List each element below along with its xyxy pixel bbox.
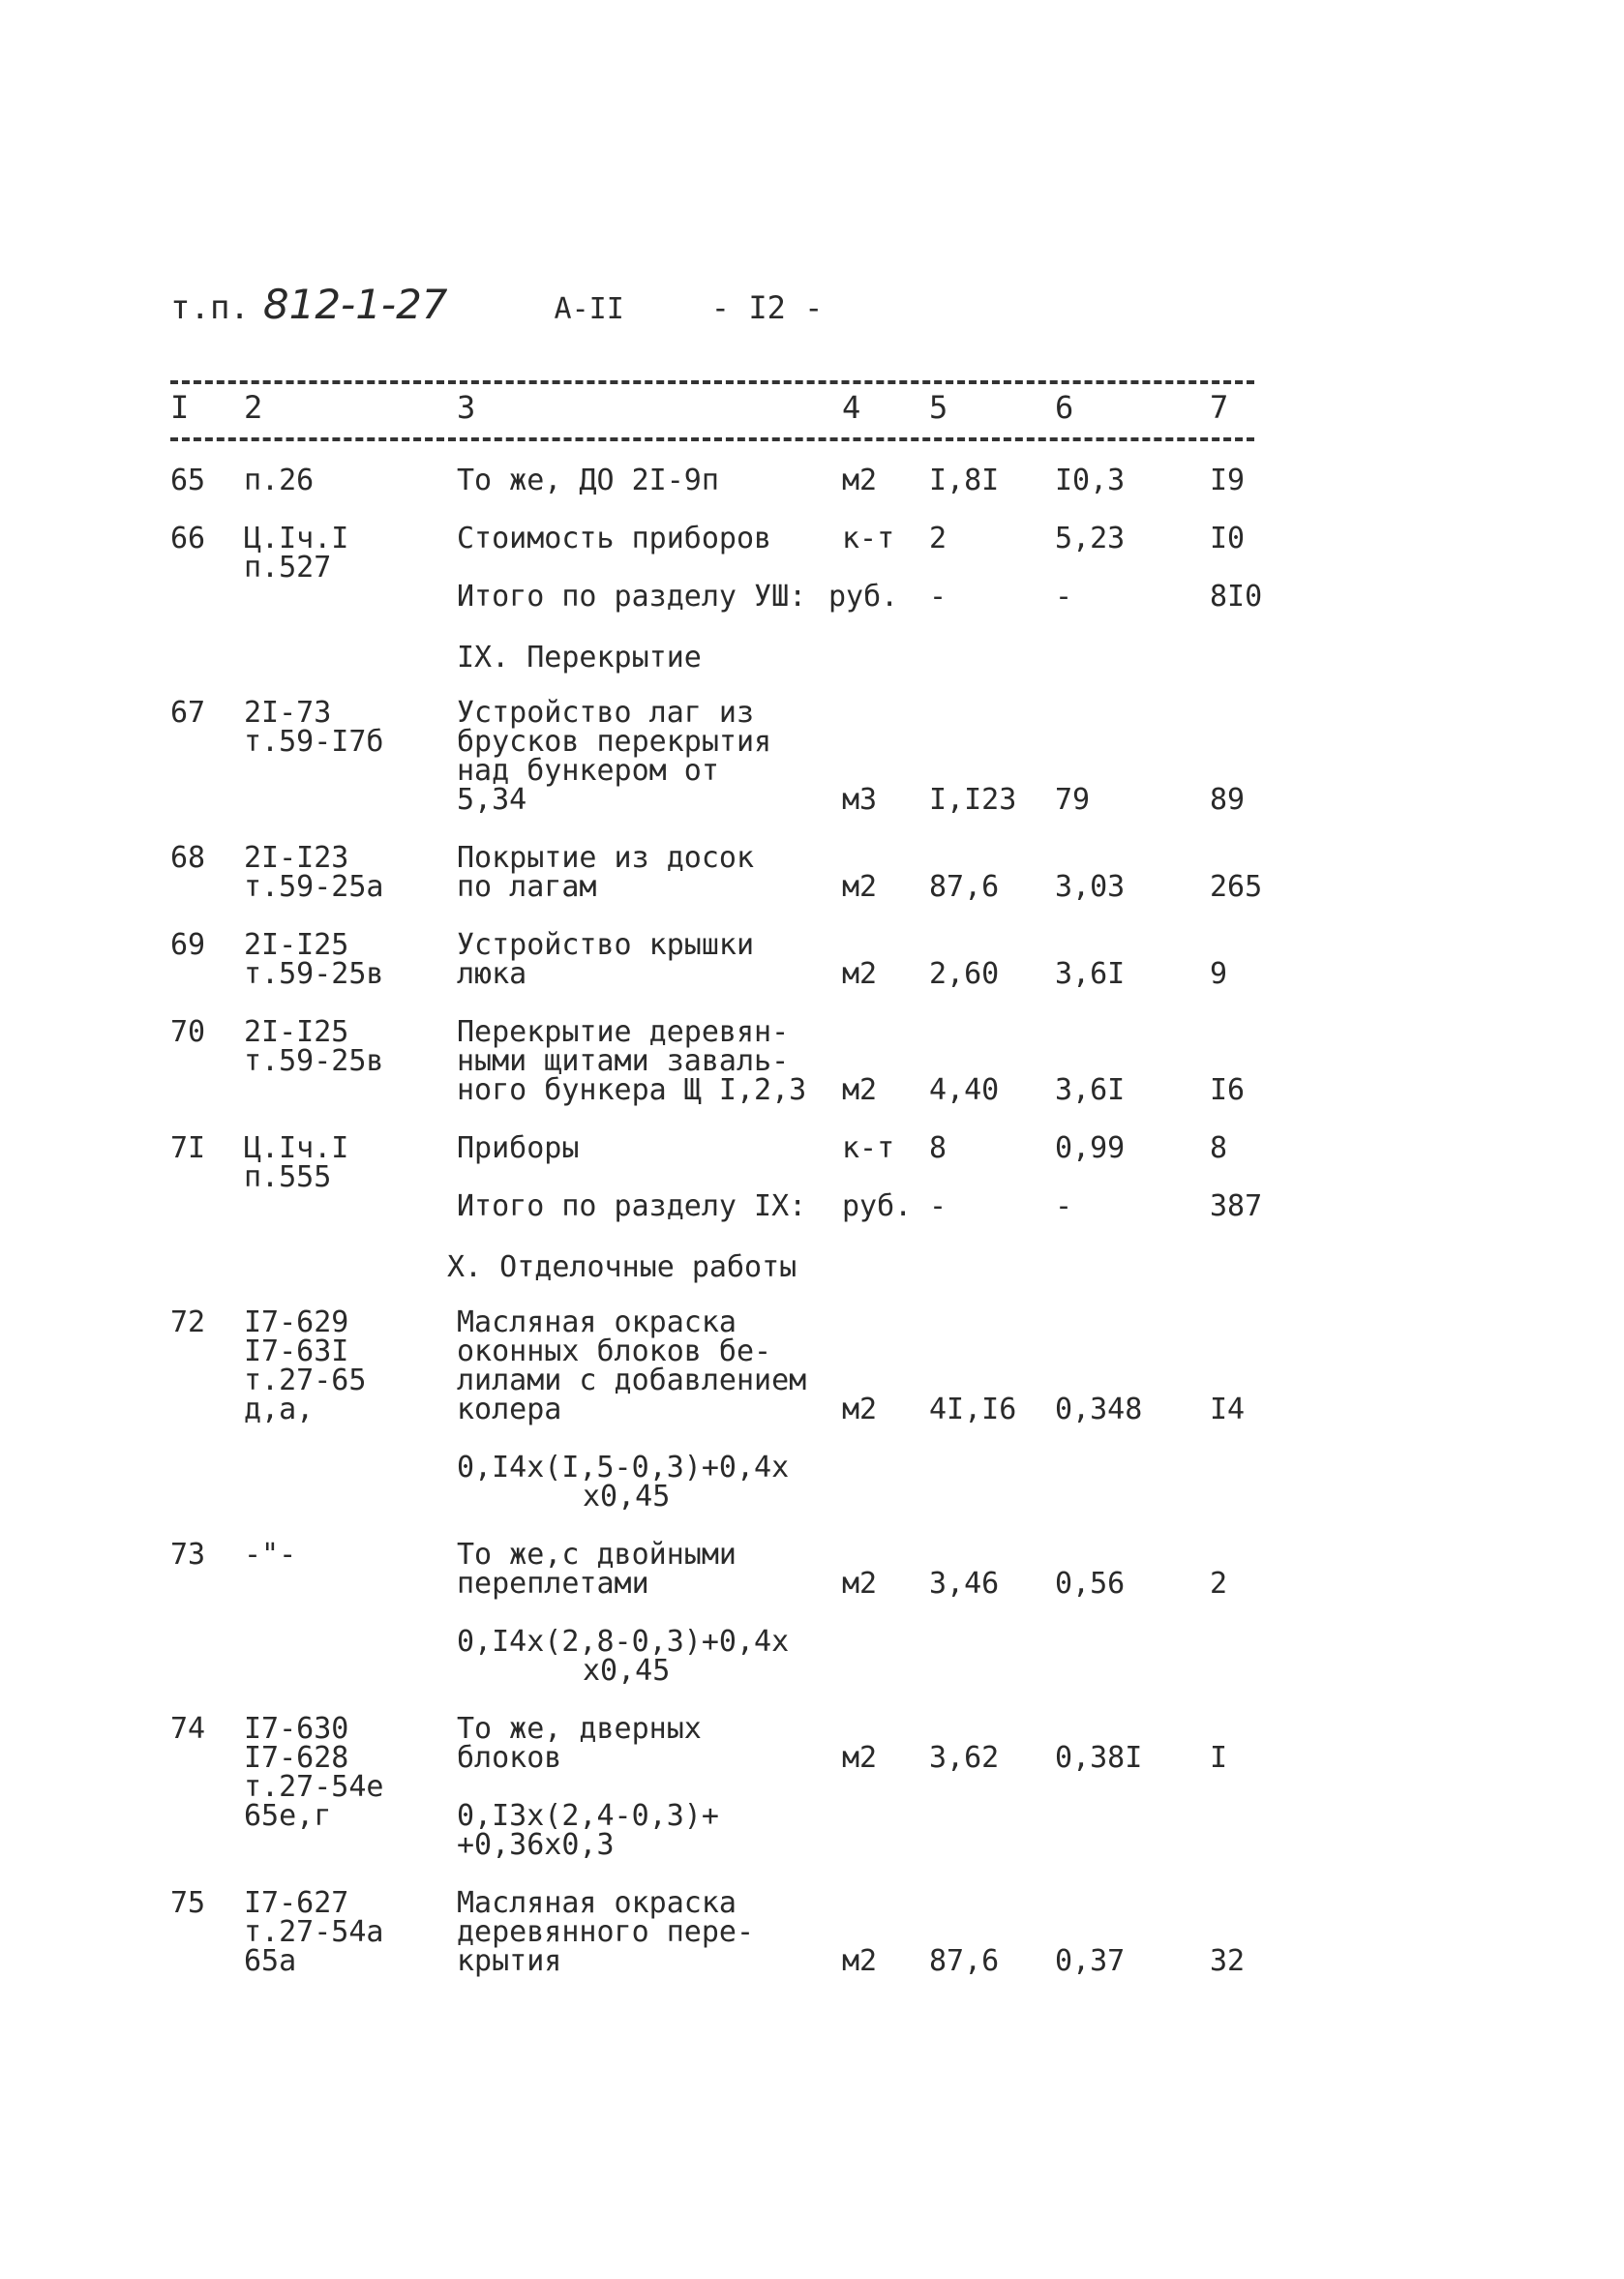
row-number: 70: [170, 1015, 206, 1049]
row-ref-line: -"-: [244, 1538, 297, 1572]
row-ref-line: Ц.Iч.I: [244, 1131, 349, 1165]
row-desc-line: колера: [457, 1393, 562, 1426]
row-total: I6: [1210, 1073, 1246, 1107]
row-ref-line: т.59-25а: [244, 870, 384, 904]
row-desc-line: То же, ДО 2I-9п: [457, 464, 719, 497]
column-number: 2: [244, 389, 263, 426]
row-price: 0,38I: [1055, 1741, 1143, 1775]
row-unit: м2: [842, 1393, 878, 1426]
row-ref-line: 2I-I25: [244, 1015, 349, 1049]
row-price: 0,56: [1055, 1567, 1126, 1601]
row-price: 0,99: [1055, 1131, 1126, 1165]
row-total: 89: [1210, 783, 1246, 817]
row-desc-line: То же, дверных: [457, 1712, 702, 1746]
row-desc-line: Покрытие из досок: [457, 841, 755, 875]
row-ref-line: 65е,г: [244, 1799, 332, 1833]
row-price: 3,03: [1055, 870, 1126, 904]
row-price: 0,37: [1055, 1944, 1126, 1978]
row-ref-line: 2I-73: [244, 696, 332, 730]
row-qty: 2,60: [929, 957, 1000, 991]
row-ref-line: Ц.Iч.I: [244, 522, 349, 555]
row-desc-line: люка: [457, 957, 527, 991]
row-desc-line: ными щитами заваль-: [457, 1044, 790, 1078]
formula-line: 0,I4х(2,8-0,3)+0,4х: [457, 1625, 790, 1659]
row-desc-line: ного бункера Щ I,2,3: [457, 1073, 807, 1107]
row-desc-line: оконных блоков бе-: [457, 1334, 772, 1368]
row-total: I9: [1210, 464, 1246, 497]
row-total: I0: [1210, 522, 1246, 555]
row-desc-line: Устройство крышки: [457, 928, 755, 962]
row-number: 66: [170, 522, 206, 555]
row-desc-line: блоков: [457, 1741, 562, 1775]
row-total: 265: [1210, 870, 1263, 904]
row-unit: руб.: [828, 580, 899, 614]
document-series: А-II: [554, 292, 624, 326]
formula-line: +0,36х0,3: [457, 1828, 615, 1862]
row-qty: -: [929, 1189, 947, 1223]
row-desc-line: Масляная окраска: [457, 1886, 737, 1920]
row-ref-line: т.27-54е: [244, 1770, 384, 1804]
row-unit: м2: [842, 1567, 878, 1601]
page-header: [170, 281, 823, 328]
row-desc-line: Масляная окраска: [457, 1305, 737, 1339]
column-number: 4: [842, 389, 861, 426]
row-unit: м2: [842, 1073, 878, 1107]
row-desc-line: То же,с двойными: [457, 1538, 737, 1572]
row-ref-line: I7-630: [244, 1712, 349, 1746]
row-number: 68: [170, 841, 206, 875]
row-unit: м3: [842, 783, 878, 817]
row-qty: 87,6: [929, 870, 1000, 904]
row-desc-line: крытия: [457, 1944, 562, 1978]
formula-line: х0,45: [583, 1654, 671, 1688]
row-total: I4: [1210, 1393, 1246, 1426]
row-unit: м2: [842, 1944, 878, 1978]
formula-line: 0,I3х(2,4-0,3)+: [457, 1799, 719, 1833]
row-desc-line: лилами с добавлением: [457, 1364, 807, 1397]
header-prefix: т.п.: [170, 288, 250, 327]
row-price: 79: [1055, 783, 1091, 817]
row-unit: руб.: [842, 1189, 913, 1223]
row-qty: 8: [929, 1131, 947, 1165]
row-ref-line: т.59-25в: [244, 1044, 384, 1078]
row-number: 73: [170, 1538, 206, 1572]
column-number: 5: [929, 389, 948, 426]
row-price: -: [1055, 1189, 1073, 1223]
row-number: 75: [170, 1886, 206, 1920]
row-ref-line: п.555: [244, 1160, 332, 1194]
row-price: 0,348: [1055, 1393, 1143, 1426]
row-number: 67: [170, 696, 206, 730]
row-number: 74: [170, 1712, 206, 1746]
document-code: 812-1-27: [262, 281, 448, 328]
row-desc-line: Устройство лаг из: [457, 696, 755, 730]
row-ref-line: п.26: [244, 464, 315, 497]
row-number: 65: [170, 464, 206, 497]
row-unit: м2: [842, 464, 878, 497]
row-qty: 3,62: [929, 1741, 1000, 1775]
row-ref-line: 65а: [244, 1944, 297, 1978]
row-total: 387: [1210, 1189, 1263, 1223]
formula-line: 0,I4х(I,5-0,3)+0,4х: [457, 1451, 790, 1484]
row-desc-line: переплетами: [457, 1567, 649, 1601]
column-number: I: [170, 389, 190, 426]
row-qty: 4I,I6: [929, 1393, 1017, 1426]
row-desc-line: 5,34: [457, 783, 527, 817]
row-unit: м2: [842, 1741, 878, 1775]
section-heading: Х. Отделочные работы: [447, 1250, 797, 1284]
section-heading: IX. Перекрытие: [457, 641, 702, 675]
row-ref-line: т.59-I7б: [244, 725, 384, 759]
row-total: 32: [1210, 1944, 1246, 1978]
row-ref-line: I7-63I: [244, 1334, 349, 1368]
row-qty: I,I23: [929, 783, 1017, 817]
row-ref-line: т.27-65: [244, 1364, 367, 1397]
subtotal-label: Итого по разделу УШ:: [457, 580, 807, 614]
row-unit: м2: [842, 870, 878, 904]
row-desc-line: над бункером от: [457, 754, 719, 788]
row-total: 8: [1210, 1131, 1228, 1165]
row-desc-line: Приборы: [457, 1131, 580, 1165]
column-number: 3: [457, 389, 476, 426]
row-desc-line: Стоимость приборов: [457, 522, 772, 555]
row-ref-line: т.27-54а: [244, 1915, 384, 1949]
row-unit: к-т: [842, 1131, 895, 1165]
row-ref-line: 2I-I25: [244, 928, 349, 962]
row-total: 8I0: [1210, 580, 1263, 614]
row-desc-line: брусков перекрытия: [457, 725, 772, 759]
row-ref-line: д,а,: [244, 1393, 315, 1426]
row-number: 69: [170, 928, 206, 962]
page-number: - I2 -: [710, 289, 824, 326]
header-bottom-rule: [170, 437, 1254, 441]
row-desc-line: деревянного пере-: [457, 1915, 755, 1949]
row-qty: 3,46: [929, 1567, 1000, 1601]
row-qty: I,8I: [929, 464, 1000, 497]
row-ref-line: I7-627: [244, 1886, 349, 1920]
row-price: 5,23: [1055, 522, 1126, 555]
column-number: 7: [1210, 389, 1229, 426]
row-desc-line: Перекрытие деревян-: [457, 1015, 790, 1049]
row-ref-line: п.527: [244, 551, 332, 585]
formula-line: х0,45: [583, 1480, 671, 1514]
row-qty: -: [929, 580, 947, 614]
row-qty: 2: [929, 522, 947, 555]
row-total: I: [1210, 1741, 1228, 1775]
row-qty: 4,40: [929, 1073, 1000, 1107]
row-price: I0,3: [1055, 464, 1126, 497]
row-total: 9: [1210, 957, 1228, 991]
row-ref-line: 2I-I23: [244, 841, 349, 875]
row-qty: 87,6: [929, 1944, 1000, 1978]
subtotal-label: Итого по разделу IX:: [457, 1189, 807, 1223]
row-ref-line: I7-628: [244, 1741, 349, 1775]
row-ref-line: т.59-25в: [244, 957, 384, 991]
row-total: 2: [1210, 1567, 1228, 1601]
row-desc-line: по лагам: [457, 870, 597, 904]
row-number: 7I: [170, 1131, 206, 1165]
row-price: 3,6I: [1055, 1073, 1126, 1107]
row-price: 3,6I: [1055, 957, 1126, 991]
column-number: 6: [1055, 389, 1074, 426]
row-unit: м2: [842, 957, 878, 991]
row-ref-line: I7-629: [244, 1305, 349, 1339]
row-number: 72: [170, 1305, 206, 1339]
row-unit: к-т: [842, 522, 895, 555]
table-top-rule: [170, 380, 1254, 384]
row-price: -: [1055, 580, 1073, 614]
